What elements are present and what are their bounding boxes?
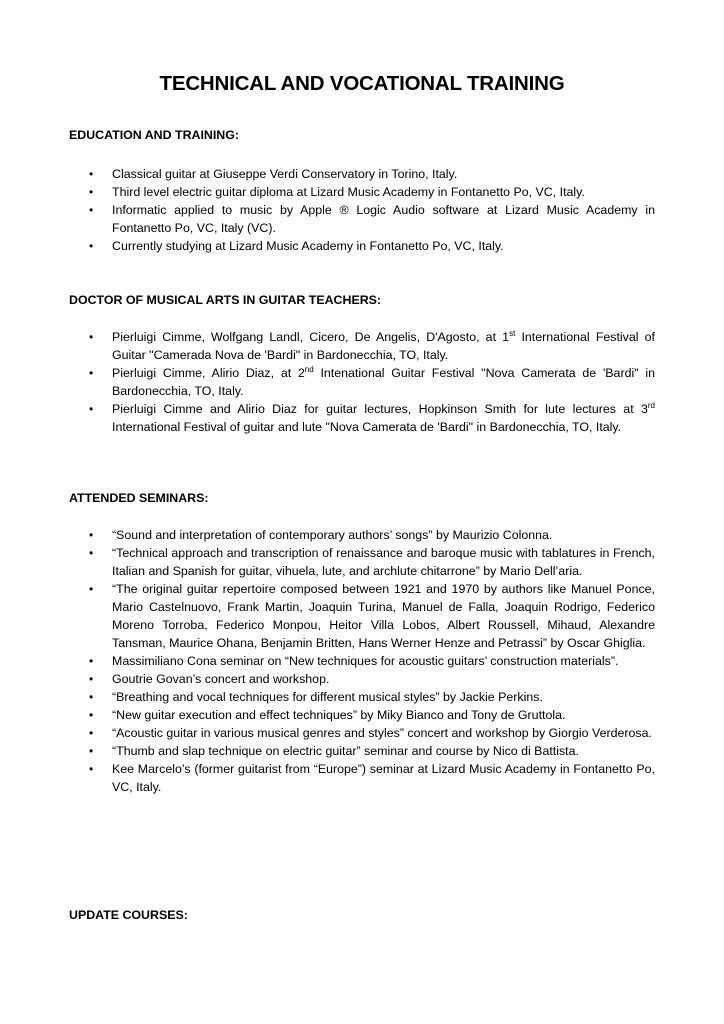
list-item: • “The original guitar repertoire composed between 1921 and 1970 by authors like Manuel Ponce, Mario Castelnuovo, Frank Martin, Joaquin Turina, Manuel de Falla, Joaquin Rodrigo, Federico Moreno Torroba, Federico Monpou, Heitor Villa Lobos, Albert Roussell, Mihaud, Alexandre Tansman, Maurice Ohana, Benjamin Britten, Hans Werner Henze and Petrassi” by Oscar Ghiglia. bbox=[69, 580, 655, 652]
list-item: • “Technical approach and transcription of renaissance and baroque music with tablatures in French, Italian and Spanish for guitar, vihuela, lute, and archlute chitarrone” by Mario Dell’aria. bbox=[69, 544, 655, 580]
section-heading-teachers: DOCTOR OF MUSICAL ARTS IN GUITAR TEACHERS: bbox=[69, 293, 382, 307]
ordinal-suffix: st bbox=[509, 328, 516, 338]
list-item-text: International Festival of guitar and lute "Nova Camerata de 'Bardi" in Bardonecchia, TO, Italy. bbox=[112, 420, 622, 434]
list-item: • “Acoustic guitar in various musical genres and styles” concert and workshop by Giorgio Verderosa. bbox=[69, 724, 655, 742]
list-item-text: Pierluigi Cimme, Alirio Diaz, at 2 bbox=[112, 366, 305, 380]
ordinal-suffix: nd bbox=[304, 364, 314, 374]
seminars-list bbox=[69, 526, 655, 796]
list-item-text: Intenational Guitar Festival "Nova Camerata de 'Bardi" in Bardonecchia, TO, Italy. bbox=[112, 366, 656, 398]
section-heading-seminars: ATTENDED SEMINARS: bbox=[69, 491, 209, 505]
list-item: • “Thumb and slap technique on electric guitar” seminar and course by Nico di Battista. bbox=[69, 742, 655, 760]
list-item: • Massimiliano Cona seminar on “New techniques for acoustic guitars’ construction materials”. bbox=[69, 652, 655, 670]
list-item: • Goutrie Govan’s concert and workshop. bbox=[69, 670, 655, 688]
page-title: TECHNICAL AND VOCATIONAL TRAINING bbox=[159, 72, 565, 95]
list-item: • Classical guitar at Giuseppe Verdi Conservatory in Torino, Italy. bbox=[69, 165, 655, 183]
list-item: • “Sound and interpretation of contemporary authors’ songs” by Maurizio Colonna. bbox=[69, 526, 655, 544]
list-item: • Kee Marcelo’s (former guitarist from “Europe”) seminar at Lizard Music Academy in Fontanetto Po, VC, Italy. bbox=[69, 760, 655, 796]
list-item-text: Pierluigi Cimme, Wolfgang Landl, Cicero, De Angelis, D'Agosto, at 1 bbox=[112, 330, 510, 344]
list-item-text: Pierluigi Cimme and Alirio Diaz for guitar lectures, Hopkinson Smith for lute lectures at 3 bbox=[112, 402, 648, 416]
list-item bbox=[69, 364, 655, 400]
list-item: • “New guitar execution and effect techniques” by Miky Bianco and Tony de Gruttola. bbox=[69, 706, 655, 724]
list-item: • Currently studying at Lizard Music Academy in Fontanetto Po, VC, Italy. bbox=[69, 237, 655, 255]
list-item: • Informatic applied to music by Apple ® Logic Audio software at Lizard Music Academy in Fontanetto Po, VC, Italy (VC). bbox=[69, 201, 655, 237]
teachers-list bbox=[69, 328, 655, 436]
list-item: • “Breathing and vocal techniques for different musical styles” by Jackie Perkins. bbox=[69, 688, 655, 706]
list-item bbox=[69, 400, 655, 436]
list-item bbox=[69, 328, 655, 364]
section-heading-education: EDUCATION AND TRAINING: bbox=[69, 128, 240, 142]
list-item: • Third level electric guitar diploma at Lizard Music Academy in Fontanetto Po, VC, Italy. bbox=[69, 183, 655, 201]
ordinal-suffix: rd bbox=[647, 400, 655, 410]
section-heading-update-courses: UPDATE COURSES: bbox=[69, 908, 188, 922]
list-item-text: International Festival of Guitar "Camerada Nova de 'Bardi" in Bardonecchia, TO, Italy. bbox=[112, 330, 655, 362]
education-list bbox=[69, 165, 655, 255]
